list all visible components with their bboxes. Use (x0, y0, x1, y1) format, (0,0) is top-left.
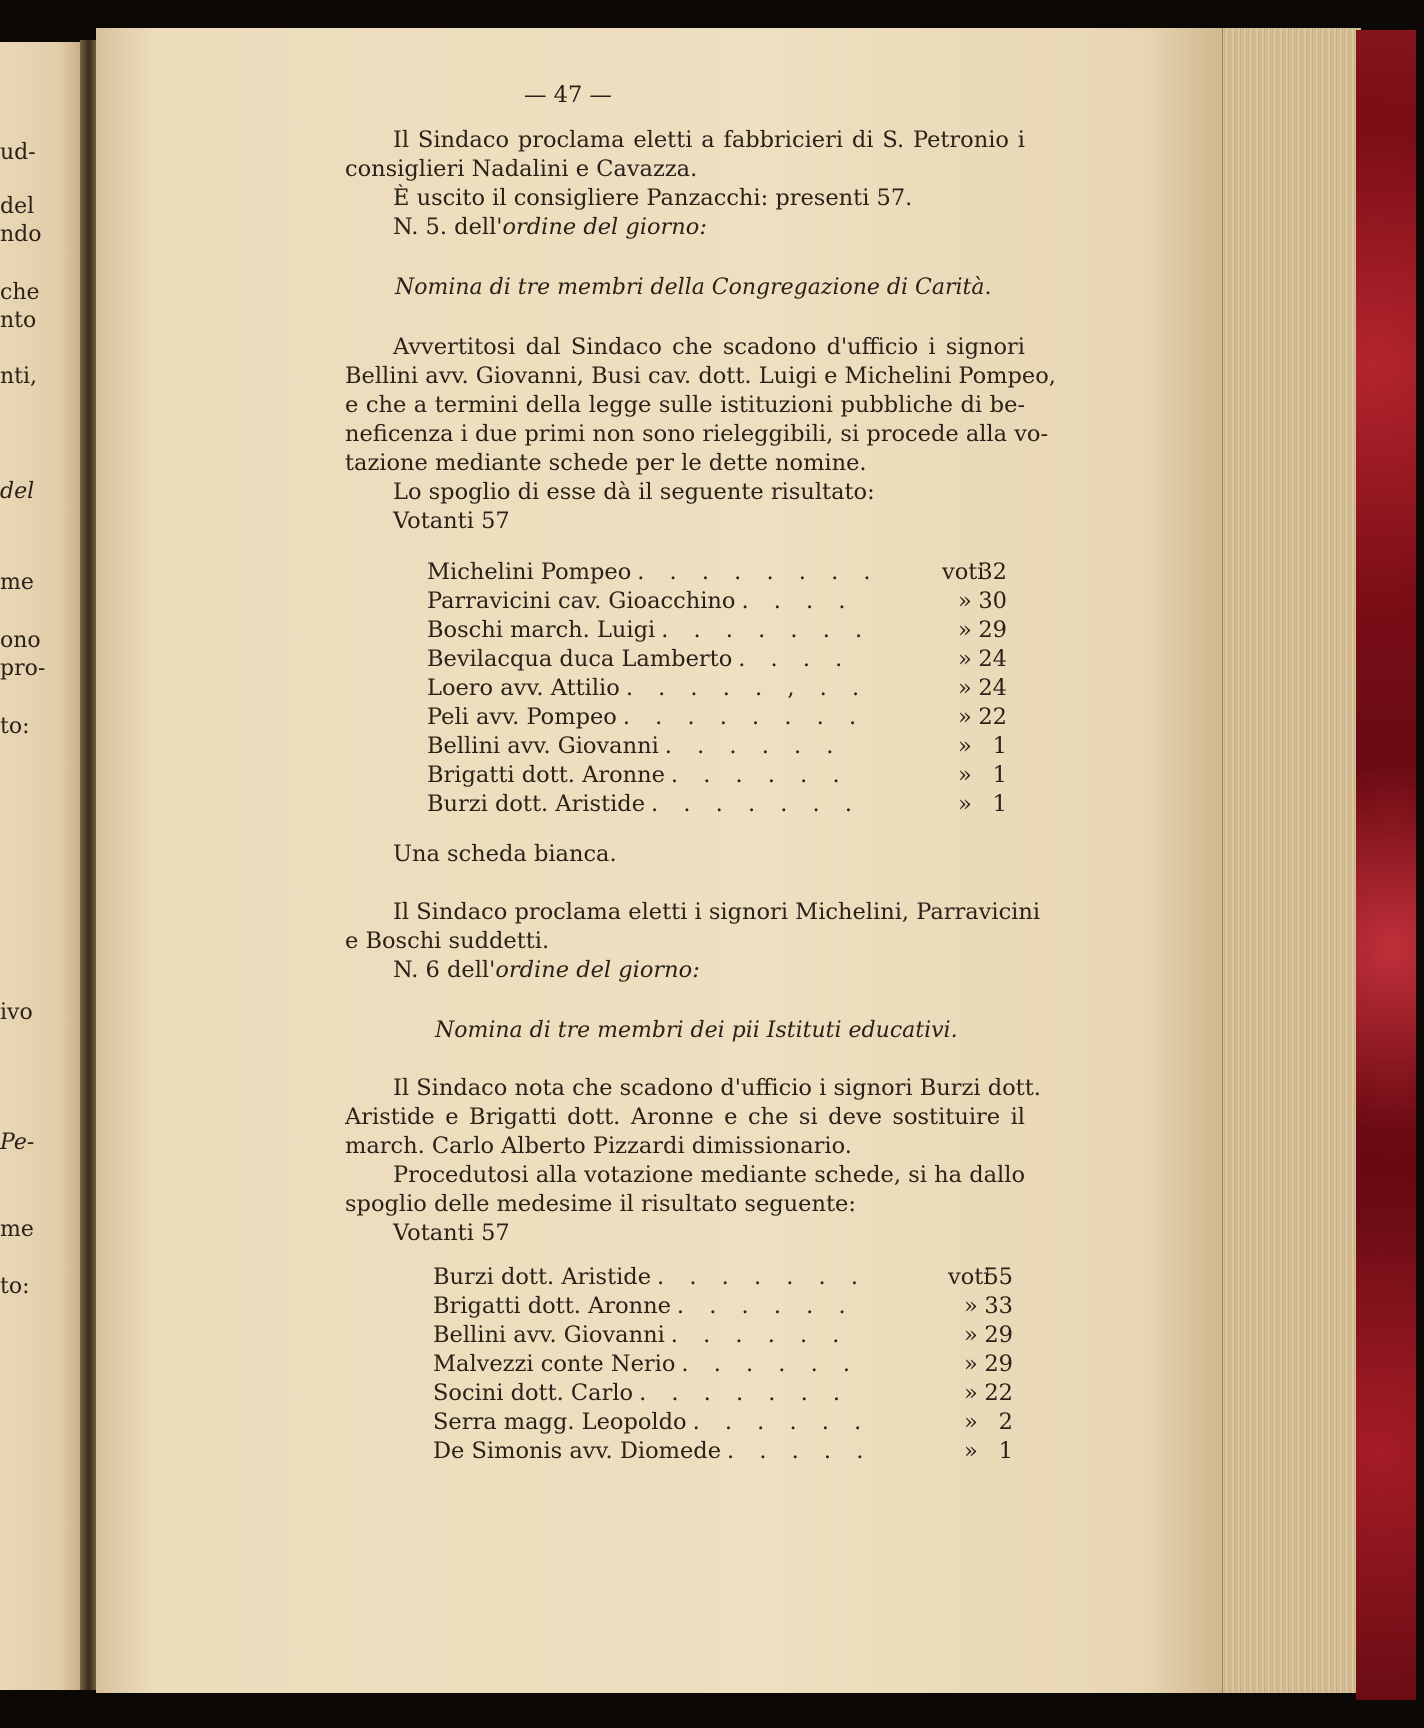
paragraph-line: Aristide e Brigatti dott. Aronne e che si deve sostituire il (345, 1104, 1025, 1130)
vote-unit: » (964, 1380, 978, 1406)
vote-unit: » (958, 646, 972, 672)
result-row (427, 616, 1007, 645)
vote-count: 1 (992, 762, 1007, 788)
result-row (427, 703, 1007, 732)
result-row (427, 790, 1007, 819)
vote-count: 1 (992, 791, 1007, 817)
vote-unit: voti (948, 1264, 991, 1290)
result-row (433, 1379, 1013, 1408)
paragraph-line: Il Sindaco nota che scadono d'ufficio i signori Burzi dott. (393, 1075, 1041, 1101)
leader-dots: . . . . . . . (657, 1264, 868, 1290)
leader-dots: . . . . . . . (639, 1380, 850, 1406)
agenda-italic: ordine del giorno: (502, 214, 707, 240)
result-row (433, 1350, 1013, 1379)
vote-count: 30 (978, 588, 1007, 614)
leader-dots: . . . . . . (676, 1293, 855, 1319)
vote-count: 29 (984, 1322, 1013, 1348)
paragraph-line: tazione mediante schede per le dette nomine. (345, 450, 867, 476)
paragraph-line: Il Sindaco proclama eletti i signori Michelini, Parravicini (393, 899, 1041, 925)
leader-dots: . . . . . . . . (637, 559, 880, 585)
left-fragment: nti, (0, 364, 38, 389)
result-row (427, 761, 1007, 790)
agenda-prefix: N. 6 dell' (393, 957, 496, 983)
left-fragment: del (0, 479, 35, 504)
candidate-name: Malvezzi conte Nerio (433, 1351, 676, 1377)
vote-count: 1 (998, 1438, 1013, 1464)
vote-unit: » (958, 791, 972, 817)
candidate-name: Loero avv. Attilio (427, 675, 620, 701)
paragraph-line: neficenza i due primi non sono rieleggibili, si procede alla vo- (345, 421, 1049, 447)
result-row (427, 645, 1007, 674)
left-fragment: ivo (0, 1000, 33, 1025)
paragraph-line: march. Carlo Alberto Pizzardi dimissionario. (345, 1133, 852, 1159)
candidate-name: Burzi dott. Aristide (433, 1264, 652, 1290)
vote-count: 29 (978, 617, 1007, 643)
candidate-name: Serra magg. Leopoldo (433, 1409, 687, 1435)
vote-unit: » (964, 1351, 978, 1377)
result-row (427, 674, 1007, 703)
vote-unit: » (964, 1293, 978, 1319)
leader-dots: . . . . . . (670, 1322, 849, 1348)
votanti: Votanti 57 (393, 1220, 510, 1246)
vote-count: 55 (984, 1264, 1013, 1290)
vote-count: 29 (984, 1351, 1013, 1377)
book-cover (1356, 30, 1416, 1700)
leader-dots: . . . . . . . (661, 617, 872, 643)
left-fragment: del (0, 194, 35, 219)
result-row (433, 1437, 1013, 1466)
candidate-name: Bevilacqua duca Lamberto (427, 646, 733, 672)
result-row (427, 732, 1007, 761)
leader-dots: . . . . . . (681, 1351, 860, 1377)
paragraph-line: È uscito il consigliere Panzacchi: presenti 57. (393, 185, 913, 211)
candidate-name: Socini dott. Carlo (433, 1380, 634, 1406)
left-page (0, 42, 86, 1690)
candidate-name: Bellini avv. Giovanni (427, 733, 659, 759)
vote-unit: » (958, 588, 972, 614)
paragraph-line: Il Sindaco proclama eletti a fabbricieri di S. Petronio i (393, 127, 1025, 153)
vote-count: 22 (978, 704, 1007, 730)
candidate-name: Burzi dott. Aristide (427, 791, 646, 817)
vote-count: 2 (998, 1409, 1013, 1435)
vote-unit: » (964, 1322, 978, 1348)
result-row (427, 558, 1007, 587)
paragraph-line: Procedutosi alla votazione mediante schede, si ha dallo (393, 1162, 1025, 1188)
section-heading: Nomina di tre membri della Congregazione di Carità. (395, 275, 992, 300)
left-fragment: Pe- (0, 1130, 35, 1155)
paragraph-line: Bellini avv. Giovanni, Busi cav. dott. Luigi e Michelini Pompeo, (345, 363, 1056, 389)
candidate-name: Michelini Pompeo (427, 559, 632, 585)
agenda-prefix: N. 5. dell' (393, 214, 503, 240)
left-fragment: pro- (0, 656, 46, 681)
agenda-item (393, 213, 707, 242)
agenda-italic: ordine del giorno: (495, 957, 700, 983)
vote-unit: » (958, 733, 972, 759)
leader-dots: . . . . . . (670, 762, 849, 788)
result-row (427, 587, 1007, 616)
result-row (433, 1321, 1013, 1350)
vote-unit: » (958, 675, 972, 701)
paragraph-line: Avvertitosi dal Sindaco che scadono d'ufficio i signori (393, 334, 1025, 360)
vote-unit: » (958, 762, 972, 788)
left-fragment: me (0, 570, 34, 595)
vote-unit: » (964, 1409, 978, 1435)
left-fragment: ndo (0, 222, 42, 247)
page-edges (1222, 28, 1361, 1693)
vote-unit: » (958, 704, 972, 730)
candidate-name: Brigatti dott. Aronne (427, 762, 665, 788)
leader-dots: . . . . . (727, 1438, 873, 1464)
leader-dots: . . . . (738, 646, 852, 672)
paragraph-line: Una scheda bianca. (393, 841, 617, 867)
result-row (433, 1263, 1013, 1292)
vote-count: 24 (978, 646, 1007, 672)
candidate-name: De Simonis avv. Diomede (433, 1438, 722, 1464)
vote-count: 22 (984, 1380, 1013, 1406)
left-fragment: to: (0, 714, 30, 739)
vote-count: 24 (978, 675, 1007, 701)
left-fragment: nto (0, 308, 37, 333)
paragraph-line: consiglieri Nadalini e Cavazza. (345, 156, 698, 182)
vote-count: 1 (992, 733, 1007, 759)
left-fragment: me (0, 1217, 34, 1242)
candidate-name: Boschi march. Luigi (427, 617, 656, 643)
vote-count: 32 (978, 559, 1007, 585)
page-number: — 47 — (524, 82, 612, 108)
paragraph-line: spoglio delle medesime il risultato seguente: (345, 1191, 856, 1217)
paragraph-line: e che a termini della legge sulle istituzioni pubbliche di be- (345, 392, 1025, 418)
result-row (433, 1292, 1013, 1321)
candidate-name: Brigatti dott. Aronne (433, 1293, 671, 1319)
leader-dots: . . . . . . . . (622, 704, 866, 730)
paragraph-line: e Boschi suddetti. (345, 928, 550, 954)
section-heading: Nomina di tre membri dei pii Istituti educativi. (435, 1018, 958, 1043)
vote-unit: » (964, 1438, 978, 1464)
leader-dots: . . . . . . (664, 733, 843, 759)
votanti: Votanti 57 (393, 508, 510, 534)
leader-dots: . . . . . . . (651, 791, 862, 817)
leader-dots: . . . . . , . . (625, 675, 869, 701)
left-fragment: ono (0, 628, 41, 653)
left-fragment: to: (0, 1274, 30, 1299)
paragraph-line: Lo spoglio di esse dà il seguente risultato: (393, 479, 875, 505)
vote-unit: » (958, 617, 972, 643)
agenda-item (393, 956, 700, 985)
result-row (433, 1408, 1013, 1437)
leader-dots: . . . . . . (692, 1409, 871, 1435)
candidate-name: Bellini avv. Giovanni (433, 1322, 665, 1348)
vote-count: 33 (984, 1293, 1013, 1319)
candidate-name: Parravicini cav. Gioacchino (427, 588, 736, 614)
left-fragment: che (0, 280, 40, 305)
candidate-name: Peli avv. Pompeo (427, 704, 617, 730)
leader-dots: . . . . (741, 588, 855, 614)
vote-unit: voti (942, 559, 985, 585)
left-fragment: ud- (0, 140, 36, 165)
